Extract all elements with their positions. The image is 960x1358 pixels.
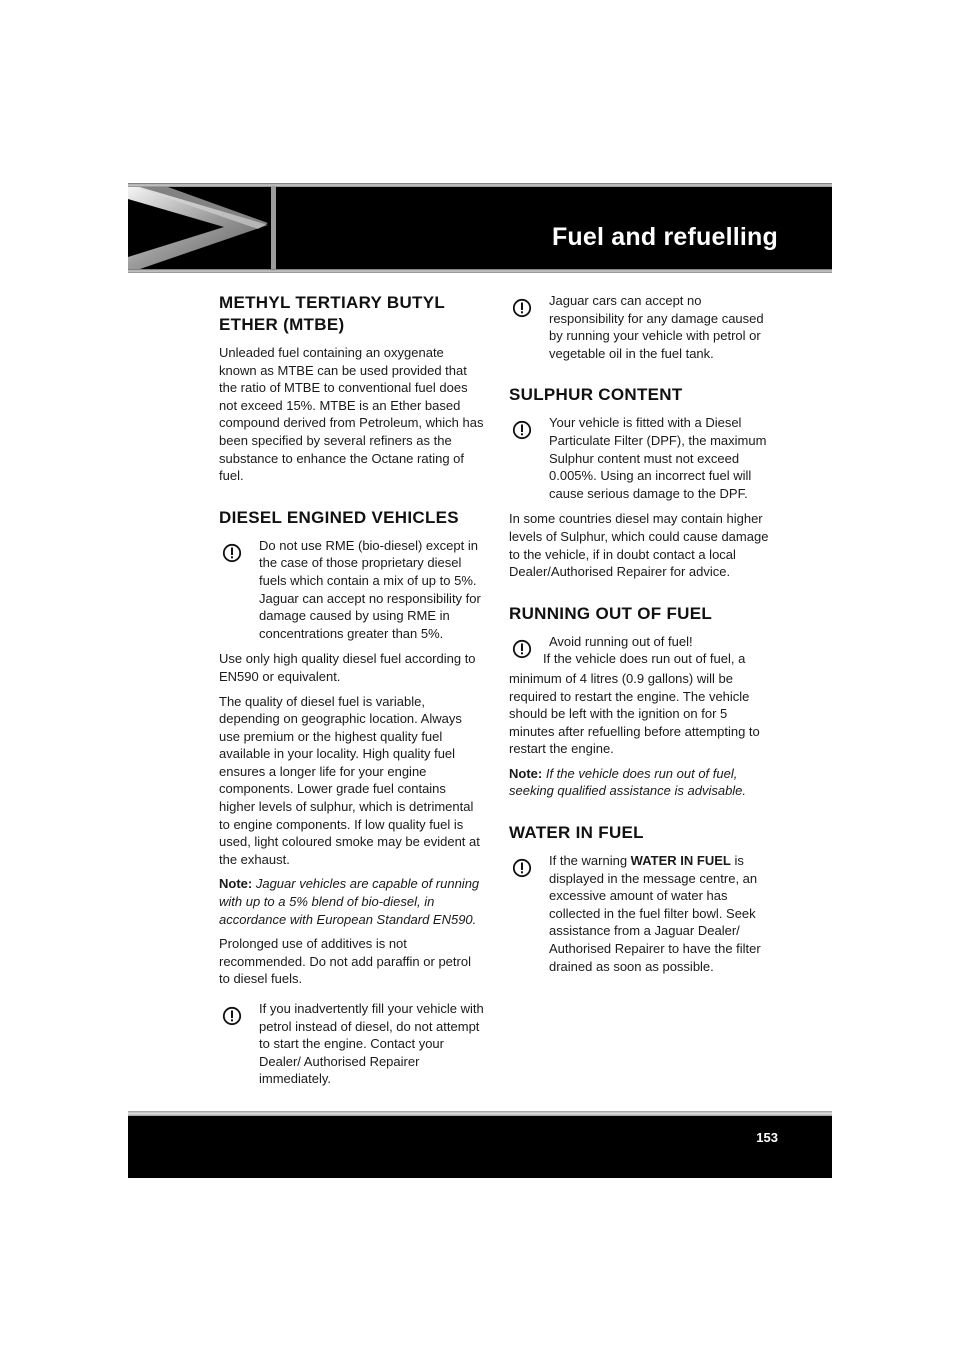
paragraph-fuel-quality: The quality of diesel fuel is variable, depending on geographic location. Always use premium or the highest quality fuel available in your locality. High quality fuel ensures a longer life for your engine components. Lower grade fuel contains higher levels of sulphur, which is detrimental to engine components. If low quality fuel is used, light coloured smoke may be evident at the exhaust. bbox=[219, 693, 480, 867]
warning-petrol bbox=[219, 1000, 484, 1088]
note-label: Note: bbox=[509, 765, 543, 781]
warning-dpf bbox=[509, 414, 776, 502]
paragraph-sulphur: In some countries diesel may contain higher levels of Sulphur, which could cause damage to the vehicle, if in doubt contact a local Dealer/Authorised Repairer for advice. bbox=[509, 511, 769, 580]
warning-icon bbox=[512, 858, 532, 878]
page-number: 153 bbox=[756, 1130, 778, 1145]
paragraph-additives: Prolonged use of additives is not recommended. Do not add paraffin or petrol to diesel fuels. bbox=[219, 936, 471, 987]
paragraph-mtbe: Unleaded fuel containing an oxygenate known as MTBE can be used provided that the ratio of MTBE to conventional fuel does not exceed 15%. MTBE is an Ether based compound derived from Petroleum, which has been specified by several refiners as the substance to enhance the Octane rating of fuel. bbox=[219, 345, 484, 484]
warning-icon bbox=[222, 1006, 242, 1026]
warning-icon bbox=[512, 639, 532, 659]
heading-diesel: DIESEL ENGINED VEHICLES bbox=[219, 507, 459, 527]
warning-vegetable-oil bbox=[509, 292, 776, 362]
warning-rme bbox=[219, 537, 484, 643]
warning-icon bbox=[512, 420, 532, 440]
note-running-text: If the vehicle does run out of fuel, seeking qualified assistance is advisable. bbox=[509, 765, 747, 799]
heading-water: WATER IN FUEL bbox=[509, 823, 644, 843]
warning-water-text bbox=[549, 852, 776, 975]
heading-running-out: RUNNING OUT OF FUEL bbox=[509, 603, 713, 623]
header-bottom-rule bbox=[128, 269, 832, 273]
warning-oil-text: Jaguar cars can accept no responsibility for any damage caused by running your vehicle with petrol or vegetable oil in the fuel tank. bbox=[549, 293, 764, 361]
heading-mtbe: METHYL TERTIARY BUTYL ETHER (MTBE) bbox=[219, 293, 445, 334]
paragraph-en590: Use only high quality diesel fuel according to EN590 or equivalent. bbox=[219, 651, 476, 684]
water-text-rest: is displayed in the message centre, an excessive amount of water has collected in the fuel filter bowl. Seek assistance from a Jaguar Dealer/ Authorised Repairer to have the filter drained as soon as possible. bbox=[549, 853, 761, 974]
page-header bbox=[128, 187, 832, 269]
paragraph-running-out: minimum of 4 litres (0.9 gallons) will be required to restart the engine. The vehicle should be left with the ignition on for 5 minutes after refuelling before attempting to restart the engine. bbox=[509, 670, 760, 757]
note-bio-text: Jaguar vehicles are capable of running with up to a 5% blend of bio-diesel, in accordance with European Standard EN590. bbox=[219, 876, 480, 927]
left-column bbox=[219, 292, 484, 1096]
warning-petrol-text: If you inadvertently fill your vehicle with petrol instead of diesel, do not attempt to start the engine. Contact your Dealer/ Authorised Repairer immediately. bbox=[259, 1001, 484, 1087]
heading-sulphur: SULPHUR CONTENT bbox=[509, 385, 683, 405]
page-title: Fuel and refuelling bbox=[551, 223, 778, 251]
warning-dpf-text: Your vehicle is fitted with a Diesel Particulate Filter (DPF), the maximum Sulphur content must not exceed 0.005%. Using an incorrect fuel will cause serious damage to the DPF. bbox=[549, 415, 767, 501]
warning-avoid-text: Avoid running out of fuel! bbox=[549, 633, 693, 649]
water-text-lead: If the warning bbox=[549, 853, 628, 869]
warning-icon bbox=[512, 298, 532, 318]
note-label: Note: bbox=[219, 876, 253, 892]
warning-avoid-running-out bbox=[509, 633, 776, 668]
page-footer bbox=[128, 1116, 832, 1178]
warning-icon bbox=[222, 543, 242, 563]
warning-avoid-continuation: If the vehicle does run out of fuel, a bbox=[543, 651, 746, 667]
warning-rme-text: Do not use RME (bio-diesel) except in the case of those proprietary diesel fuels which contain a mix of up to 5%. Jaguar can accept no responsibility for damage caused by using RME in concentrations greater than 5%. bbox=[259, 537, 481, 641]
chevron-logo-icon bbox=[128, 187, 278, 269]
warning-water-in-fuel bbox=[509, 852, 776, 975]
note-running-out bbox=[509, 765, 776, 800]
right-column bbox=[509, 292, 776, 983]
note-bio-diesel bbox=[219, 875, 484, 928]
water-in-fuel-keyword: WATER IN FUEL bbox=[630, 853, 731, 869]
